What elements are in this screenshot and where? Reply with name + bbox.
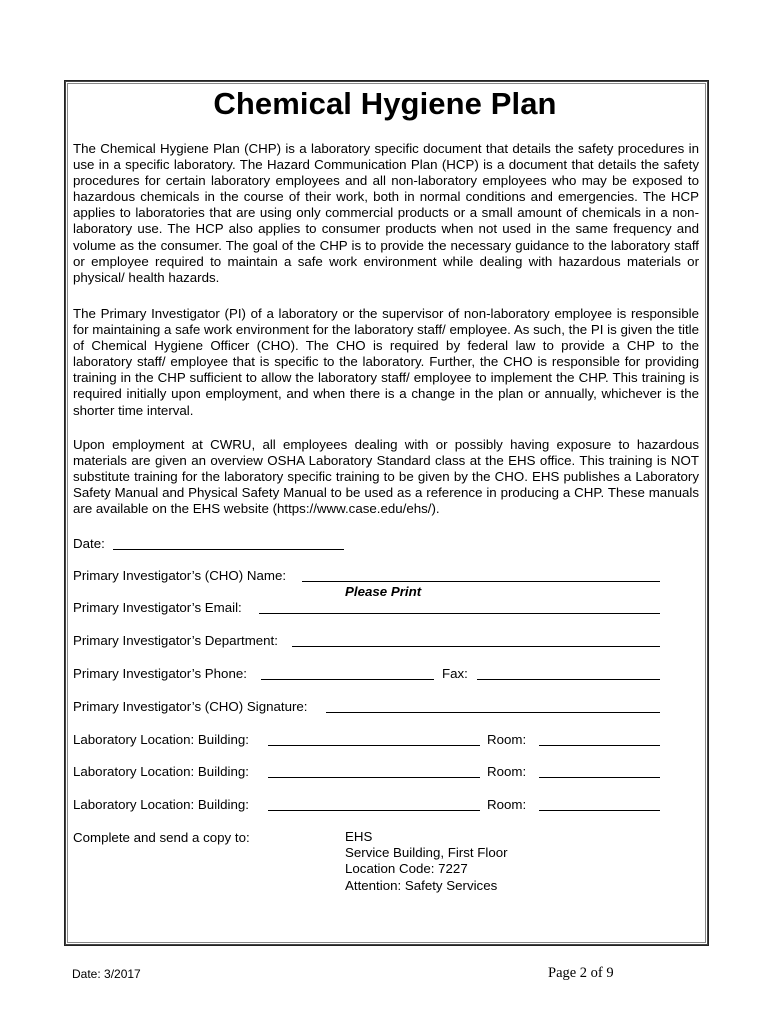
pi-email-field[interactable] bbox=[259, 599, 660, 614]
room-label: Room: bbox=[487, 732, 527, 747]
lab-room-field[interactable] bbox=[539, 763, 660, 778]
ehs-address bbox=[345, 829, 508, 894]
pi-name-field[interactable] bbox=[302, 567, 660, 582]
room-label: Room: bbox=[487, 764, 527, 779]
fax-label: Fax: bbox=[442, 666, 468, 681]
lab-location-label: Laboratory Location: Building: bbox=[73, 764, 249, 779]
pi-department-field[interactable] bbox=[292, 632, 660, 647]
lab-room-field[interactable] bbox=[539, 796, 660, 811]
lab-building-field[interactable] bbox=[268, 796, 480, 811]
page-number: Page 2 of 9 bbox=[548, 965, 614, 981]
address-line: Location Code: 7227 bbox=[345, 861, 468, 877]
lab-building-field[interactable] bbox=[268, 731, 480, 746]
intro-paragraph: The Chemical Hygiene Plan (CHP) is a laboratory specific document that details the safety procedures in use in a specific laboratory. The Hazard Communication Plan (HCP) is a document that details the safety procedures for certain laboratory employees and all non-laboratory employees who may be exposed to hazardous chemicals in the course of their work, both in normal conditions and emergencies. The HCP applies to laboratories that are using only commercial products or a small amount of chemicals in a non-laboratory use. The HCP also applies to consumer products when not used in the same frequency and volume as the consumer. The goal of the CHP is to provide the necessary guidance to the laboratory staff or employee required to maintain a safe work environment while dealing with hazardous materials or physical/ health hazards. bbox=[73, 141, 699, 285]
pi-signature-label: Primary Investigator’s (CHO) Signature: bbox=[73, 699, 308, 714]
lab-location-label: Laboratory Location: Building: bbox=[73, 797, 249, 812]
pi-signature-field[interactable] bbox=[326, 698, 660, 713]
cwru-paragraph: Upon employment at CWRU, all employees dealing with or possibly having exposure to hazardous materials are given an overview OSHA Laboratory Standard class at the EHS office. This training is NOT substitute training for the laboratory specific training to be given by the CHO. EHS publishes a Laboratory Safety Manual and Physical Safety Manual to be used as a reference in producing a CHP. These manuals are available on the EHS website (https://www.case.edu/ehs/). bbox=[73, 437, 699, 517]
pi-phone-field[interactable] bbox=[261, 665, 434, 680]
address-line: Attention: Safety Services bbox=[345, 877, 498, 893]
pi-email-label: Primary Investigator’s Email: bbox=[73, 600, 242, 615]
lab-room-field[interactable] bbox=[539, 731, 660, 746]
address-line: Service Building, First Floor bbox=[345, 845, 508, 861]
page-title: Chemical Hygiene Plan bbox=[213, 86, 557, 121]
date-label: Date: bbox=[73, 536, 105, 551]
date-field[interactable] bbox=[113, 535, 344, 550]
pi-department-label: Primary Investigator’s Department: bbox=[73, 633, 278, 648]
pi-phone-label: Primary Investigator’s Phone: bbox=[73, 666, 247, 681]
fax-field[interactable] bbox=[477, 665, 660, 680]
lab-location-label: Laboratory Location: Building: bbox=[73, 732, 249, 747]
pi-paragraph: The Primary Investigator (PI) of a laboratory or the supervisor of non-laboratory employee is responsible for maintaining a safe work environment for the laboratory staff/ employee. As such, the PI is given the title of Chemical Hygiene Officer (CHO). The CHO is required by federal law to provide a CHP to the laboratory staff/ employee that is specific to the laboratory. Further, the CHO is responsible for providing training in the CHP sufficient to allow the laboratory staff/ employee to implement the CHP. This training is required initially upon employment, and when there is a change in the plan or annually, whichever is the shorter time interval. bbox=[73, 306, 699, 418]
lab-building-field[interactable] bbox=[268, 763, 480, 778]
please-print-note: Please Print bbox=[345, 584, 422, 599]
send-copy-label: Complete and send a copy to: bbox=[73, 830, 250, 845]
address-line: EHS bbox=[345, 829, 373, 844]
pi-name-label: Primary Investigator’s (CHO) Name: bbox=[73, 568, 287, 583]
room-label: Room: bbox=[487, 797, 527, 812]
footer-date: Date: 3/2017 bbox=[72, 967, 141, 981]
